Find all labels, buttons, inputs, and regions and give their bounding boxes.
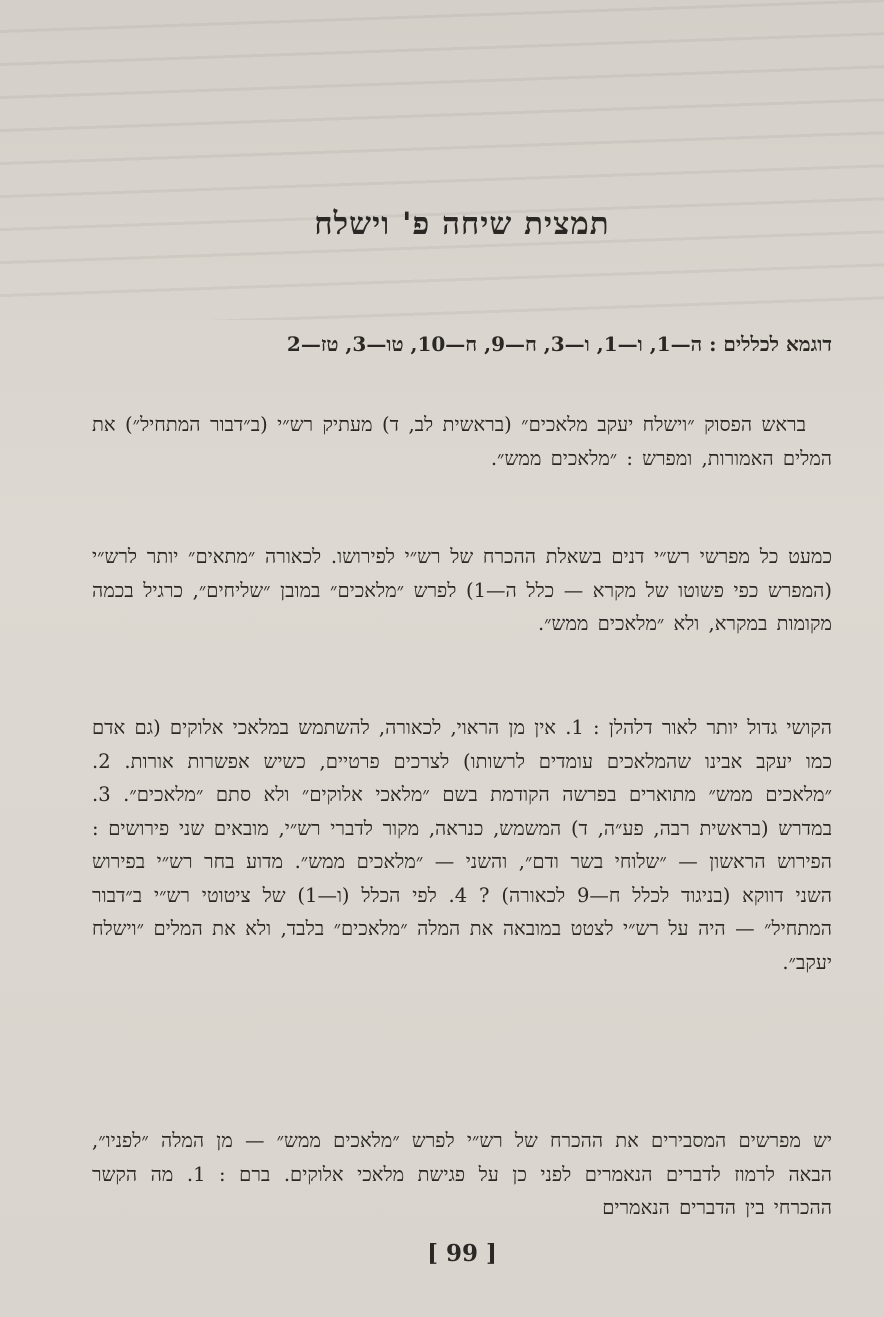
paragraph-1 (92, 408, 832, 475)
paragraph-text: בראש הפסוק ״וישלח יעקב מלאכים״ (בראשית לב, ד) מעתיק רש״י (ב״דבור המתחיל״) את המלים האמורות, ומפרש : ״מלאכים ממש״. (92, 413, 832, 470)
paragraph-text: כמעט כל מפרשי רש״י דנים בשאלת ההכרח של רש״י לפירושו. לכאורה ״מתאים״ יותר לרש״י (המפרש כפי פשוטו של מקרא — כלל ה—1) לפרש ״מלאכים״ במובן ״שליחים״, כרגיל בכמה מקומות במקרא, ולא ״מלאכים ממש״. (92, 545, 832, 635)
paragraph-text: יש מפרשים המסבירים את ההכרח של רש״י לפרש ״מלאכים ממש״ — מן המלה ״לפניו״, הבאה לרמוז לדברים הנאמרים לפני כן על פגישת מלאכי אלוקים. ברם : 1. מה הקשר ההכרחי בין הדברים הנאמרים (92, 1129, 832, 1219)
paragraph-4 (92, 1124, 832, 1225)
paragraph-3 (92, 711, 832, 979)
paragraph-text: הקושי גדול יותר לאור דלהלן : 1. אין מן הראוי, לכאורה, להשתמש במלאכי אלוקים (גם אדם כמו יעקב אבינו שהמלאכים עומדים לרשותו) לצרכים פרטיים, כשיש אפשרות אורות. 2. ״מלאכים ממש״ מתוארים בפרשה הקודמת בשם ״מלאכי אלוקים״ ולא סתם ״מלאכים״. 3. במדרש (בראשית רבה, פע״ה, ד) המשמש, כנראה, מקור לדברי רש״י, מובאים שני פירושים : הפירוש הראשון — ״שלוחי בשר ודם״, והשני — ״מלאכים ממש״. מדוע בחר רש״י בפירוש השני דווקא (בניגוד לכלל ח—9 לכאורה) ? 4. לפי הכלל (ו—1) של ציטוטי רש״י ב״דבור המתחיל״ — היה על רש״י לצטט במובאה את המלה ״מלאכים״ בלבד, ולא את המלים ״וישלח יעקב״. (92, 716, 832, 974)
rules-line: דוגמא לכללים : ה—1, ו—1, ו—3, ח—9, ח—10, טו—3, טז—2 (286, 332, 832, 356)
page-content (92, 0, 832, 1317)
page-number: [ 99 ] (427, 1240, 497, 1267)
page-title: תמצית שיחה פ' וישלח (314, 206, 610, 242)
paragraph-2 (92, 540, 832, 641)
